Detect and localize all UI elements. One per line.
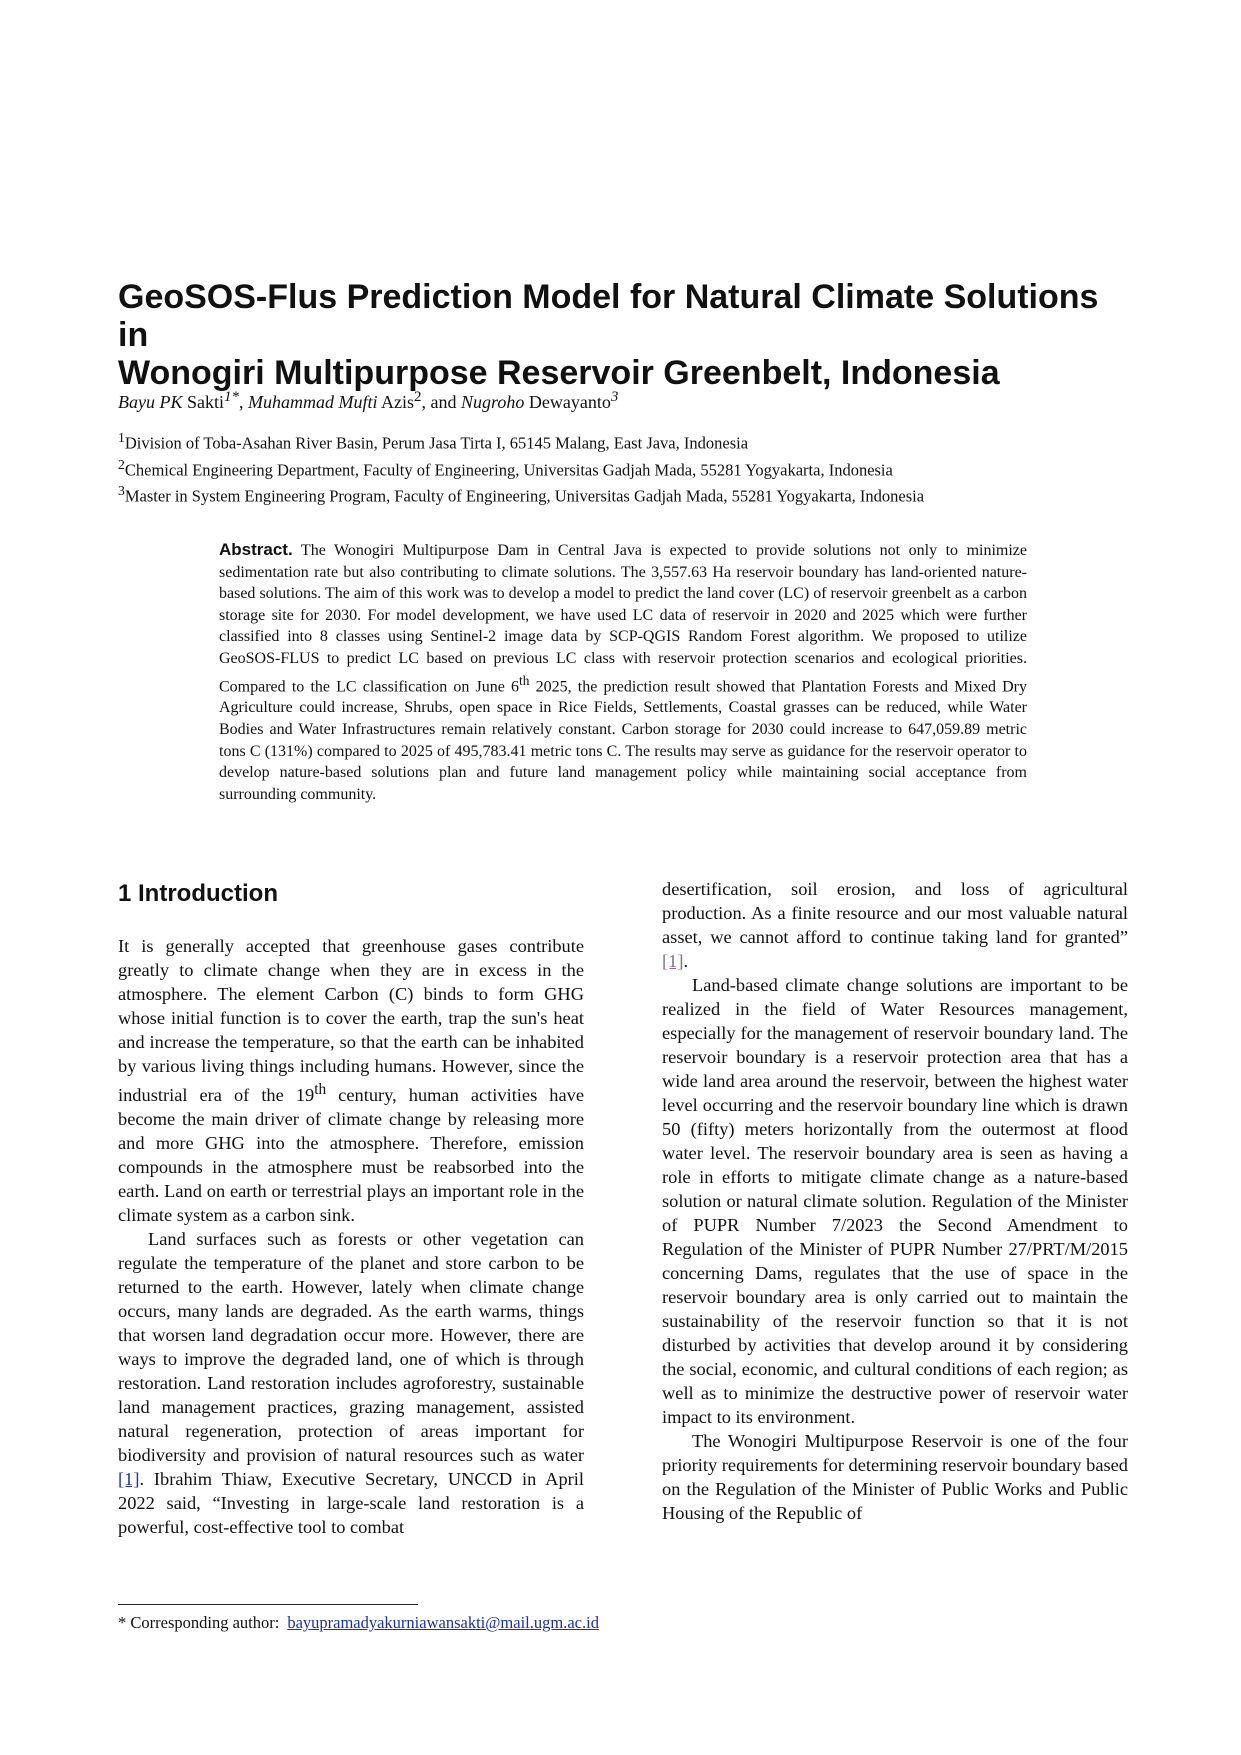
affiliation-1 — [118, 427, 1128, 454]
abstract-label: Abstract. — [219, 540, 293, 559]
affiliation-mark: 1 — [118, 430, 125, 445]
citation-link[interactable]: [1] — [662, 951, 684, 971]
intro-paragraph-2 — [118, 1227, 584, 1539]
affiliation-mark: 2 — [118, 456, 125, 472]
abstract-sup: th — [519, 672, 530, 688]
paper-title — [118, 278, 1138, 392]
footnote-label: * Corresponding author: — [118, 1613, 280, 1632]
paragraph-text: desertification, soil erosion, and loss of agricultural production. As a finite resource and our most valuable natural asset, we cannot afford to continue taking land for granted” — [662, 879, 1128, 947]
intro-paragraph-1 — [118, 934, 584, 1227]
paragraph-text: century, human activities have become the main driver of climate change by releasing more and more GHG into the atmosphere. Therefore, emission compounds in the atmosphere must be reabsorbed into the earth. Land on earth or terrestrial plays an important role in the climate system as a carbon sink. — [118, 1085, 584, 1226]
author-2-mark: 2 — [414, 389, 422, 405]
paragraph-text: . Ibrahim Thiaw, Executive Secretary, UNCCD in April 2022 said, “Investing in large-scale land restoration is a powerful, cost-effective tool to combat — [118, 1469, 584, 1538]
affiliation-text: Division of Toba-Asahan River Basin, Perum Jasa Tirta I, 65145 Malang, East Java, Indonesia — [124, 433, 749, 453]
affiliation-mark: 3 — [118, 483, 125, 498]
paragraph-sup: th — [314, 1081, 327, 1098]
author-3-given: Nugroho — [461, 392, 525, 412]
right-column — [662, 880, 1128, 1525]
paragraph-text: . — [683, 951, 689, 971]
affiliation-3 — [118, 480, 1128, 507]
left-column — [118, 880, 584, 1539]
paragraph-text: It is generally accepted that greenhouse gases contribute greatly to climate change when they are in excess in the atmosphere. The element Carbon (C) binds to form GHG whose initial function is to cover the earth, trap the sun's heat and increase the temperature, so that the earth can be inhabited by various living things including humans. However, since the industrial era of the 19 — [118, 936, 584, 1106]
footnote-divider — [118, 1604, 418, 1605]
author-list — [118, 389, 1118, 413]
footnote — [118, 1613, 599, 1633]
citation-link[interactable]: [1] — [118, 1469, 140, 1490]
author-3-mark: 3 — [610, 389, 619, 405]
intro-paragraph-4: Land-based climate change solutions are important to be realized in the field of Water Resources management, especially for the management of reservoir boundary land. The reservoir boundary is a reservoir protection area that has a wide land area around the reservoir, between the highest water level occurring and the reservoir boundary line which is drawn 50 (fifty) meters horizontally from the outermost at flood water level. The reservoir boundary area is seen as having a role in efforts to mitigate climate change as a nature-based solution or natural climate solution. Regulation of the Minister of PUPR Number 7/2023 the Second Amendment to Regulation of the Minister of PUPR Number 27/PRT/M/2015 concerning Dams, regulates that the use of space in the reservoir boundary area is only carried out to maintain the sustainability of the reservoir function so that it is not disturbed by activities that develop around it by considering the social, economic, and cultural conditions of each region; as well as to minimize the destructive power of reservoir water impact to its environment. — [662, 975, 1128, 1427]
affiliation-2 — [118, 454, 1128, 481]
title-line-1: GeoSOS-Flus Prediction Model for Natural Climate Solutions in — [118, 278, 1099, 354]
title-line-2: Wonogiri Multipurpose Reservoir Greenbelt, Indonesia — [118, 354, 1000, 392]
affiliations — [118, 427, 1128, 507]
author-separator: , and — [421, 392, 462, 412]
abstract-text-b: 2025, the prediction result showed that Plantation Forests and Mixed Dry Agriculture could increase, Shrubs, open space in Rice Fields, Settlements, Coastal grasses can be reduced, while Water Bodies and Water Infrastructures remain relatively constant. Carbon storage for 2030 could increase to 647,059.89 metric tons C (131%) compared to 2025 of 495,783.41 metric tons C. The results may serve as guidance for the reservoir operator to develop nature-based solutions plan and future land management policy while maintaining social acceptance from surrounding community. — [219, 677, 1027, 803]
author-1-family: Sakti — [187, 392, 225, 412]
author-1-mark: 1* — [224, 389, 240, 405]
abstract — [219, 539, 1027, 805]
author-3-family: Dewayanto — [528, 392, 611, 412]
intro-paragraph-5: The Wonogiri Multipurpose Reservoir is one of the four priority requirements for determining reservoir boundary based on the Regulation of the Minister of Public Works and Public Housing of the Republic of — [662, 1431, 1128, 1523]
intro-paragraph-3 — [662, 877, 1128, 973]
author-separator: , — [239, 392, 249, 412]
paragraph-text: Land surfaces such as forests or other vegetation can regulate the temperature of the planet and store carbon to be returned to the earth. However, lately when climate change occurs, many lands are degraded. As the earth warms, things that worsen land degradation occur more. However, there are ways to improve the degraded land, one of which is through restoration. Land restoration includes agroforestry, sustainable land management practices, grazing management, assisted natural regeneration, protection of areas important for biodiversity and provision of natural resources such as water — [118, 1229, 584, 1466]
corresponding-email-link[interactable]: bayupramadyakurniawansakti@mail.ugm.ac.id — [287, 1613, 599, 1632]
affiliation-text: Master in System Engineering Program, Faculty of Engineering, Universitas Gadjah Mada, 55281 Yogyakarta, Indonesia — [124, 486, 925, 506]
author-1-given: Bayu PK — [118, 392, 183, 412]
abstract-text-a: The Wonogiri Multipurpose Dam in Central Java is expected to provide solutions not only to minimize sedimentation rate but also contributing to climate solutions. The 3,557.63 Ha reservoir boundary has land-oriented nature-based solutions. The aim of this work was to develop a model to predict the land cover (LC) of reservoir greenbelt as a carbon storage site for 2030. For model development, we have used LC data of reservoir in 2020 and 2025 which were further classified into 8 classes using Sentinel-2 image data by SCP-QGIS Random Forest algorithm. We proposed to utilize GeoSOS-FLUS to predict LC based on previous LC class with reservoir protection scenarios and ecological priorities. Compared to the LC classification on June 6 — [219, 542, 1027, 695]
affiliation-text: Chemical Engineering Department, Faculty of Engineering, Universitas Gadjah Mada, 55281 Yogyakarta, Indonesia — [124, 460, 893, 479]
section-heading: 1 Introduction — [118, 880, 278, 907]
author-2-family: Azis — [381, 392, 415, 412]
author-2-given: Muhammad Mufti — [248, 392, 378, 412]
